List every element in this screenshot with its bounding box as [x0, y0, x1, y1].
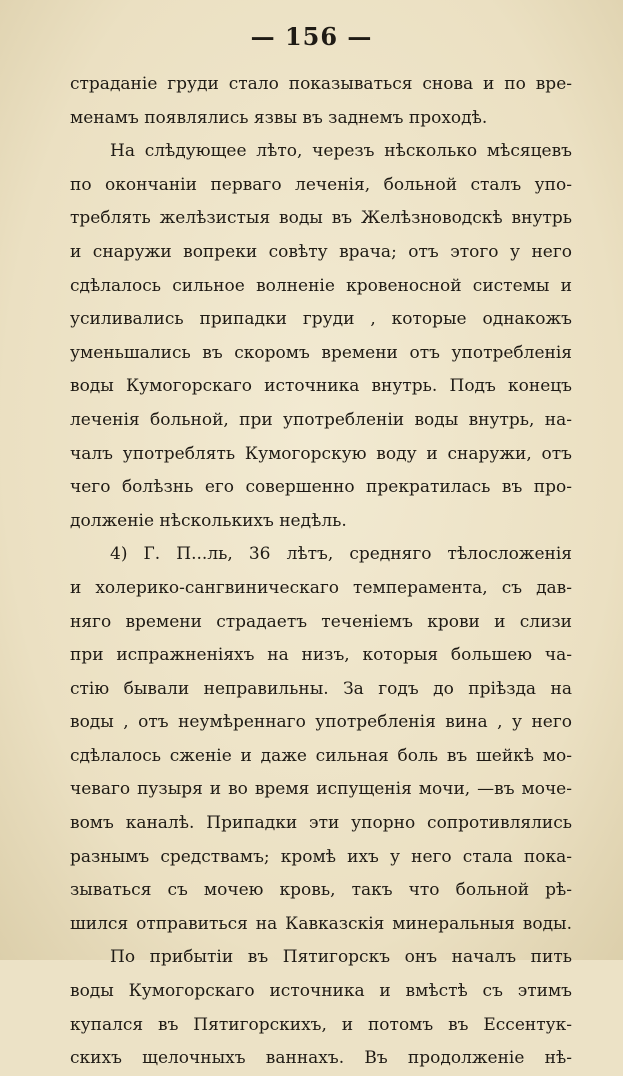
text-line: усиливались припадки груди , которые однакожъ: [70, 309, 572, 330]
text-line: По прибытіи въ Пятигорскъ онъ началъ пить: [110, 947, 572, 968]
text-line: по окончаніи перваго леченія, больной сталъ упо-: [70, 174, 572, 195]
page-number: — 156 —: [250, 22, 373, 51]
text-line: треблять желѣзистыя воды въ Желѣзноводскѣ внутрь: [70, 208, 572, 229]
text-line: и снаружи вопреки совѣту врача; отъ этого у него: [70, 241, 572, 262]
text-line: воды Кумогорскаго источника и вмѣстѣ съ этимъ: [70, 981, 572, 1002]
text-line: купался въ Пятигорскихъ, и потомъ въ Ессентук-: [70, 1014, 572, 1035]
text-line: страданіе груди стало показываться снова и по вре-: [70, 74, 572, 94]
text-line: стію бывали неправильны. За годъ до пріѣзда на: [70, 678, 572, 699]
text-line: и холерико-сангвиническаго темперамента, съ дав-: [70, 577, 572, 598]
text-line: зываться съ мочею кровь, такъ что больной рѣ-: [70, 880, 572, 901]
page-body-text: [70, 68, 572, 1076]
text-line: няго времени страдаетъ теченіемъ крови и слизи: [70, 611, 572, 632]
text-line: На слѣдующее лѣто, черезъ нѣсколько мѣсяцевъ: [110, 141, 572, 162]
text-line: уменьшались въ скоромъ времени отъ употребленія: [70, 342, 572, 363]
text-line: менамъ появлялись язвы въ заднемъ проходѣ.: [70, 107, 488, 128]
text-line: сдѣлалось сильное волненіе кровеносной системы и: [70, 275, 572, 296]
text-line: шился отправиться на Кавказскія минеральныя воды.: [70, 913, 572, 934]
text-line: воды , отъ неумѣреннаго употребленія вина , у него: [70, 712, 572, 733]
text-line: сдѣлалось сженіе и даже сильная боль въ шейкѣ мо-: [70, 745, 572, 766]
text-line: чего болѣзнь его совершенно прекратилась въ про-: [70, 477, 572, 498]
text-line: чеваго пузыря и во время испущенія мочи, —въ моче-: [70, 779, 572, 800]
text-line: долженіе нѣсколькихъ недѣль.: [70, 510, 347, 531]
text-line: воды Кумогорскаго источника внутрь. Подъ конецъ: [70, 376, 572, 397]
text-line: при испражненіяхъ на низъ, которыя большею ча-: [70, 645, 572, 666]
text-line: 4) Г. П...ль, 36 лѣтъ, средняго тѣлосложенія: [110, 544, 572, 565]
text-line: леченія больной, при употребленіи воды внутрь, на-: [70, 409, 572, 430]
text-line: скихъ щелочныхъ ваннахъ. Въ продолженіе нѣ-: [70, 1048, 572, 1069]
text-line: разнымъ средствамъ; кромѣ ихъ у него стала пока-: [70, 846, 572, 867]
text-line: вомъ каналѣ. Припадки эти упорно сопротивлялись: [70, 813, 572, 834]
text-line: чалъ употреблять Кумогорскую воду и снаружи, отъ: [70, 443, 572, 464]
